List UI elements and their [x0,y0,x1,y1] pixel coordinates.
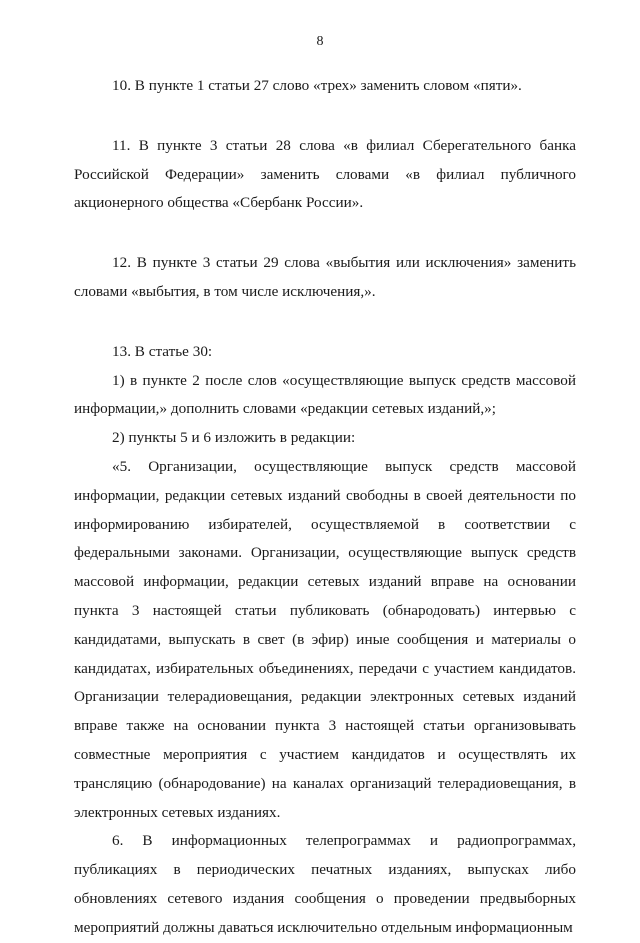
paragraph-11: 11. В пункте 3 статьи 28 слова «в филиал Сберегательного банка Российской Федерации» заменить словами «в филиал публичного акционерного общества «Сбербанк России». [74,136,576,212]
paragraph-13-item-1: 1) в пункте 2 после слов «осуществляющие выпуск средств массовой информации,» дополнить словами «редакции сетевых изданий,»; [74,371,576,418]
paragraph-13: 13. В статье 30: [112,342,213,360]
paragraph-10: 10. В пункте 1 статьи 27 слово «трех» заменить словом «пяти». [112,77,522,94]
paragraph-13-item-2: 2) пункты 5 и 6 изложить в редакции: [112,429,356,447]
page-number: 8 [316,34,324,49]
paragraph-12: 12. В пункте 3 статьи 29 слова «выбытия или исключения» заменить словами «выбытия, в том числе исключения,». [74,254,576,300]
paragraph-point-5: «5. Организации, осуществляющие выпуск средств массовой информации, редакции сетевых изданий свободны в своей деятельности по информированию избирателей, осуществляемой в соответствии с федеральными законами. Организации, осуществляющие выпуск средств массовой информации, редакции сетевых изданий вправе на основании пункта 3 настоящей статьи публиковать (обнародовать) интервью с кандидатами, выпускать в свет (в эфир) иные сообщения и материалы о кандидатах, избирательных объединениях, передачи с участием кандидатов. Организации телерадиовещания, редакции электронных сетевых изданий вправе также на основании пункта 3 настоящей статьи организовывать совместные мероприятия с участием кандидатов и осуществлять их трансляцию (обнародование) на каналах организаций телерадиовещания, в электронных сетевых изданиях. [74,457,576,821]
document-body [74,72,576,943]
paragraph-point-6: 6. В информационных телепрограммах и радиопрограммах, публикациях в периодических печатных изданиях, выпусках либо обновлениях сетевого издания сообщения о проведении предвыборных мероприятий должны даваться исключительно отдельным информационным [74,832,576,936]
